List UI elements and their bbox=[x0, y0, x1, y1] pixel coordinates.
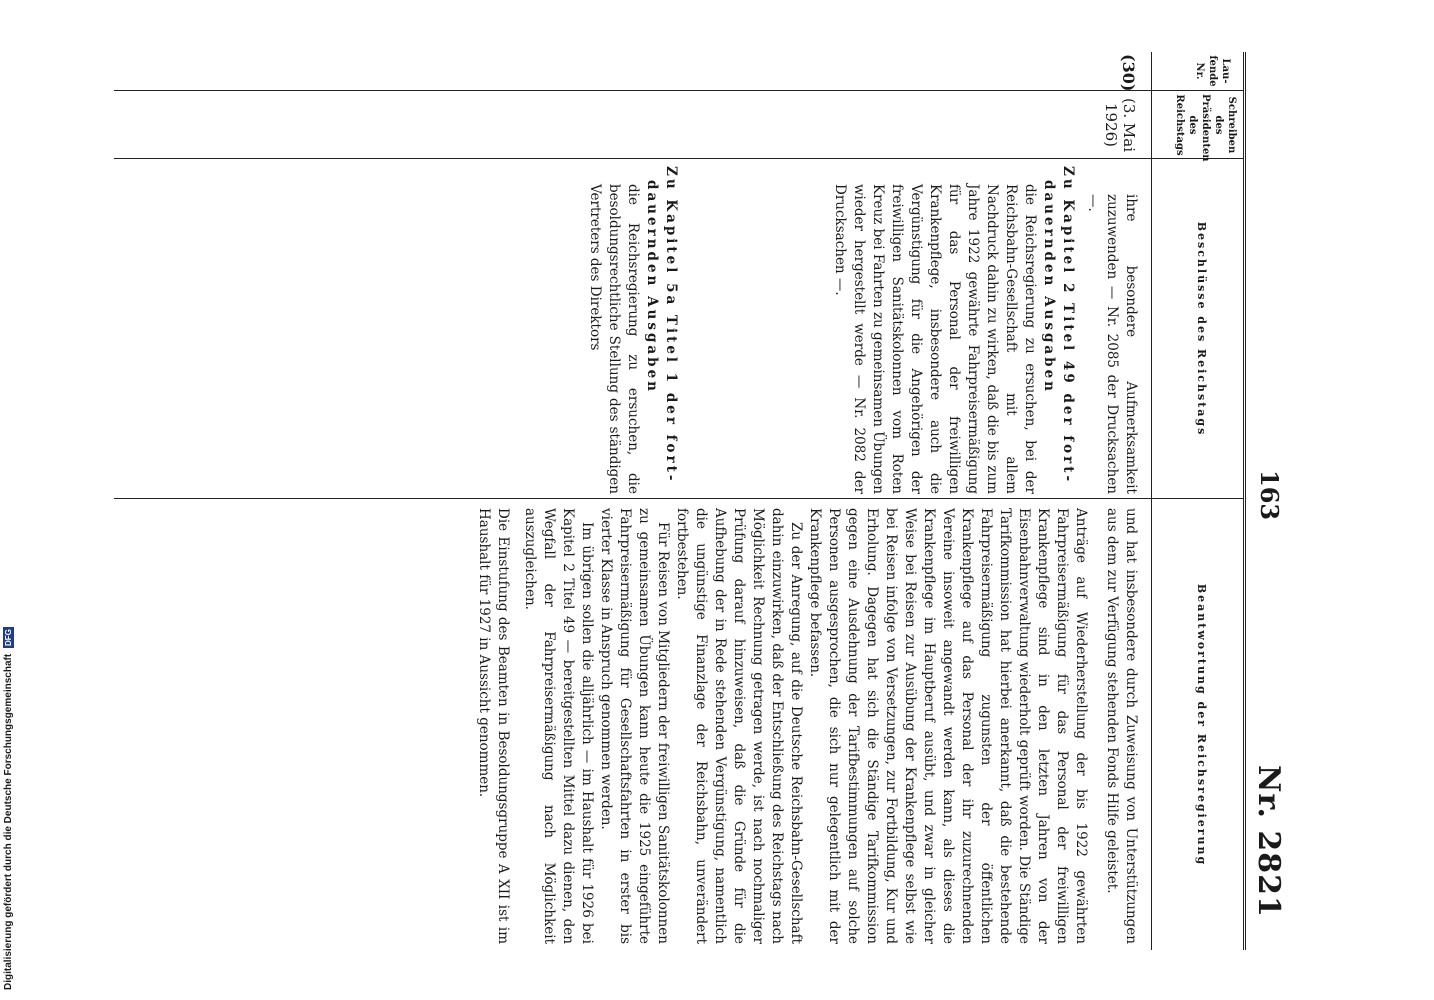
row-number: (30) bbox=[1119, 54, 1138, 92]
reference-kapitel-2 bbox=[1039, 166, 1077, 494]
row-date: (3. Mai 1926) bbox=[1102, 97, 1138, 153]
reference-kapitel-2-line1: Zu Kapitel 2 Titel 49 der fort- bbox=[1060, 166, 1076, 485]
page-number: 163 bbox=[1255, 470, 1284, 521]
column-header-schreiben: Schreiben des Präsidenten des Reichstags bbox=[1174, 94, 1237, 162]
column-divider-1 bbox=[114, 90, 1244, 91]
column-header-beantwortung: Beantwortung der Reichsregierung bbox=[1195, 583, 1208, 867]
credit-text: Digitalisierung gefördert durch die Deutsche Forschungsgemeinschaft bbox=[3, 653, 14, 990]
beantwortung-paragraph-1: Anträge auf Wiederherstellung der bis 1922 gewährten Fahrpreisermäßigung für das Personal der freiwilligen Krankenpflege sind in den letzten Jahren von der Eisenbahnverwaltung wiederholt geprüft worden. Die Ständige Tarifkommission hat hierbei anerkannt, daß die bestehende Fahrpreisermäßigung zugunsten der öffentlichen Krankenpflege auf das Personal der ihr zuzurechnenden Vereine insoweit angewandt werden kann, als dieses die Krankenpflege im Hauptberuf ausübt, und zwar in gleicher Weise bei Reisen zur Ausübung der Krankenpflege selbst wie bei Reisen infolge von Versetzungen, zur Fortbildung, Kur und Erholung. Dagegen hat sich die Ständige Tarifkommission gegen eine Ausdehnung der Tarifbestimmungen auf solche Personen ausgesprochen, die sich nur gelegentlich mit der Krankenpflege befassen. bbox=[807, 508, 1089, 944]
beantwortung-paragraph-5: Die Einstufung des Beamten in Besoldungsgruppe A XII ist im Haushalt für 1927 in Aussicht genommen. bbox=[476, 508, 511, 944]
column-header-beschluesse: Beschlüsse des Reichstags bbox=[1195, 221, 1208, 437]
header-bottom-rule bbox=[1151, 52, 1152, 950]
reference-kapitel-5a-line2: dauernden Ausgaben bbox=[644, 180, 660, 394]
beschluesse-text-2: die Reichsregierung zu ersuchen, die besoldungsrechtliche Stellung des ständigen Vertreters des Direktors bbox=[587, 184, 641, 494]
beschluesse-intro: ihre besondere Aufmerksamkeit zuzuwenden — Nr. 2085 der Drucksachen —. bbox=[1085, 194, 1139, 494]
reference-kapitel-2-line2: dauernden Ausgaben bbox=[1041, 180, 1057, 394]
column-divider-3 bbox=[114, 498, 1244, 499]
credit-line bbox=[2, 0, 16, 1000]
reference-kapitel-5a-line1: Zu Kapitel 5a Titel 1 der fort- bbox=[663, 166, 679, 484]
beantwortung-paragraph-4: Im übrigen sollen die alljährlich — im Haushalt für 1926 bei Kapitel 2 Titel 49 — bereitgestellten Mittel dazu dienen, den Wegfall der Fahrpreisermäßigung nach Möglichkeit auszugleichen. bbox=[522, 508, 595, 944]
reference-kapitel-5a bbox=[642, 166, 680, 494]
beantwortung-column bbox=[474, 508, 1140, 944]
beschluesse-column bbox=[585, 166, 1140, 494]
document-page bbox=[110, 50, 1290, 950]
dfg-logo: DFG bbox=[3, 629, 13, 647]
column-divider-2 bbox=[114, 158, 1244, 159]
table-top-rule bbox=[1243, 52, 1246, 950]
beantwortung-paragraph-3: Für Reisen von Mitgliedern der freiwilligen Sanitätskolonnen zu gemeinsamen Übungen kann heute die 1925 eingeführte Fahrpreisermäßigung für Gesellschaftsfahrten in erster bis vierter Klasse in Anspruch genommen werden. bbox=[598, 508, 671, 944]
column-header-laufende-nr: Lau- fende Nr. bbox=[1194, 55, 1231, 87]
beschluesse-text-1: die Reichsregierung zu ersuchen, bei der Reichsbahn-Gesellschaft mit allem Nachdruck dahin zu wirken, daß die bis zum Jahre 1922 gewährte Fahrpreisermäßigung für das Personal der freiwilligen Krankenpflege, insbesondere auch die Vergünstigung für die Angehörigen der freiwilligen Sanitätskolonnen vom Roten Kreuz bei Fahrten zu gemeinsamen Übungen wieder hergestellt werde — Nr. 2082 der Drucksachen —. bbox=[832, 184, 1038, 494]
beantwortung-paragraph-2: Zu der Anregung, auf die Deutsche Reichsbahn-Gesellschaft dahin einzuwirken, daß der Entschließung des Reichstags nach Möglichkeit Rechnung getragen werde, ist nach nochmaliger Prüfung darauf hinzuweisen, daß die Gründe für die Aufhebung der in Rede stehenden Vergünstigung, namentlich die ungünstige Finanzlage der Reichsbahn, unverändert fortbestehen. bbox=[674, 508, 804, 944]
beantwortung-intro: und hat insbesondere durch Zuweisung von Unterstützungen aus dem zur Verfügung stehenden Fonds Hilfe geleistet. bbox=[1104, 508, 1139, 944]
document-number: Nr. 2821 bbox=[1251, 765, 1286, 918]
